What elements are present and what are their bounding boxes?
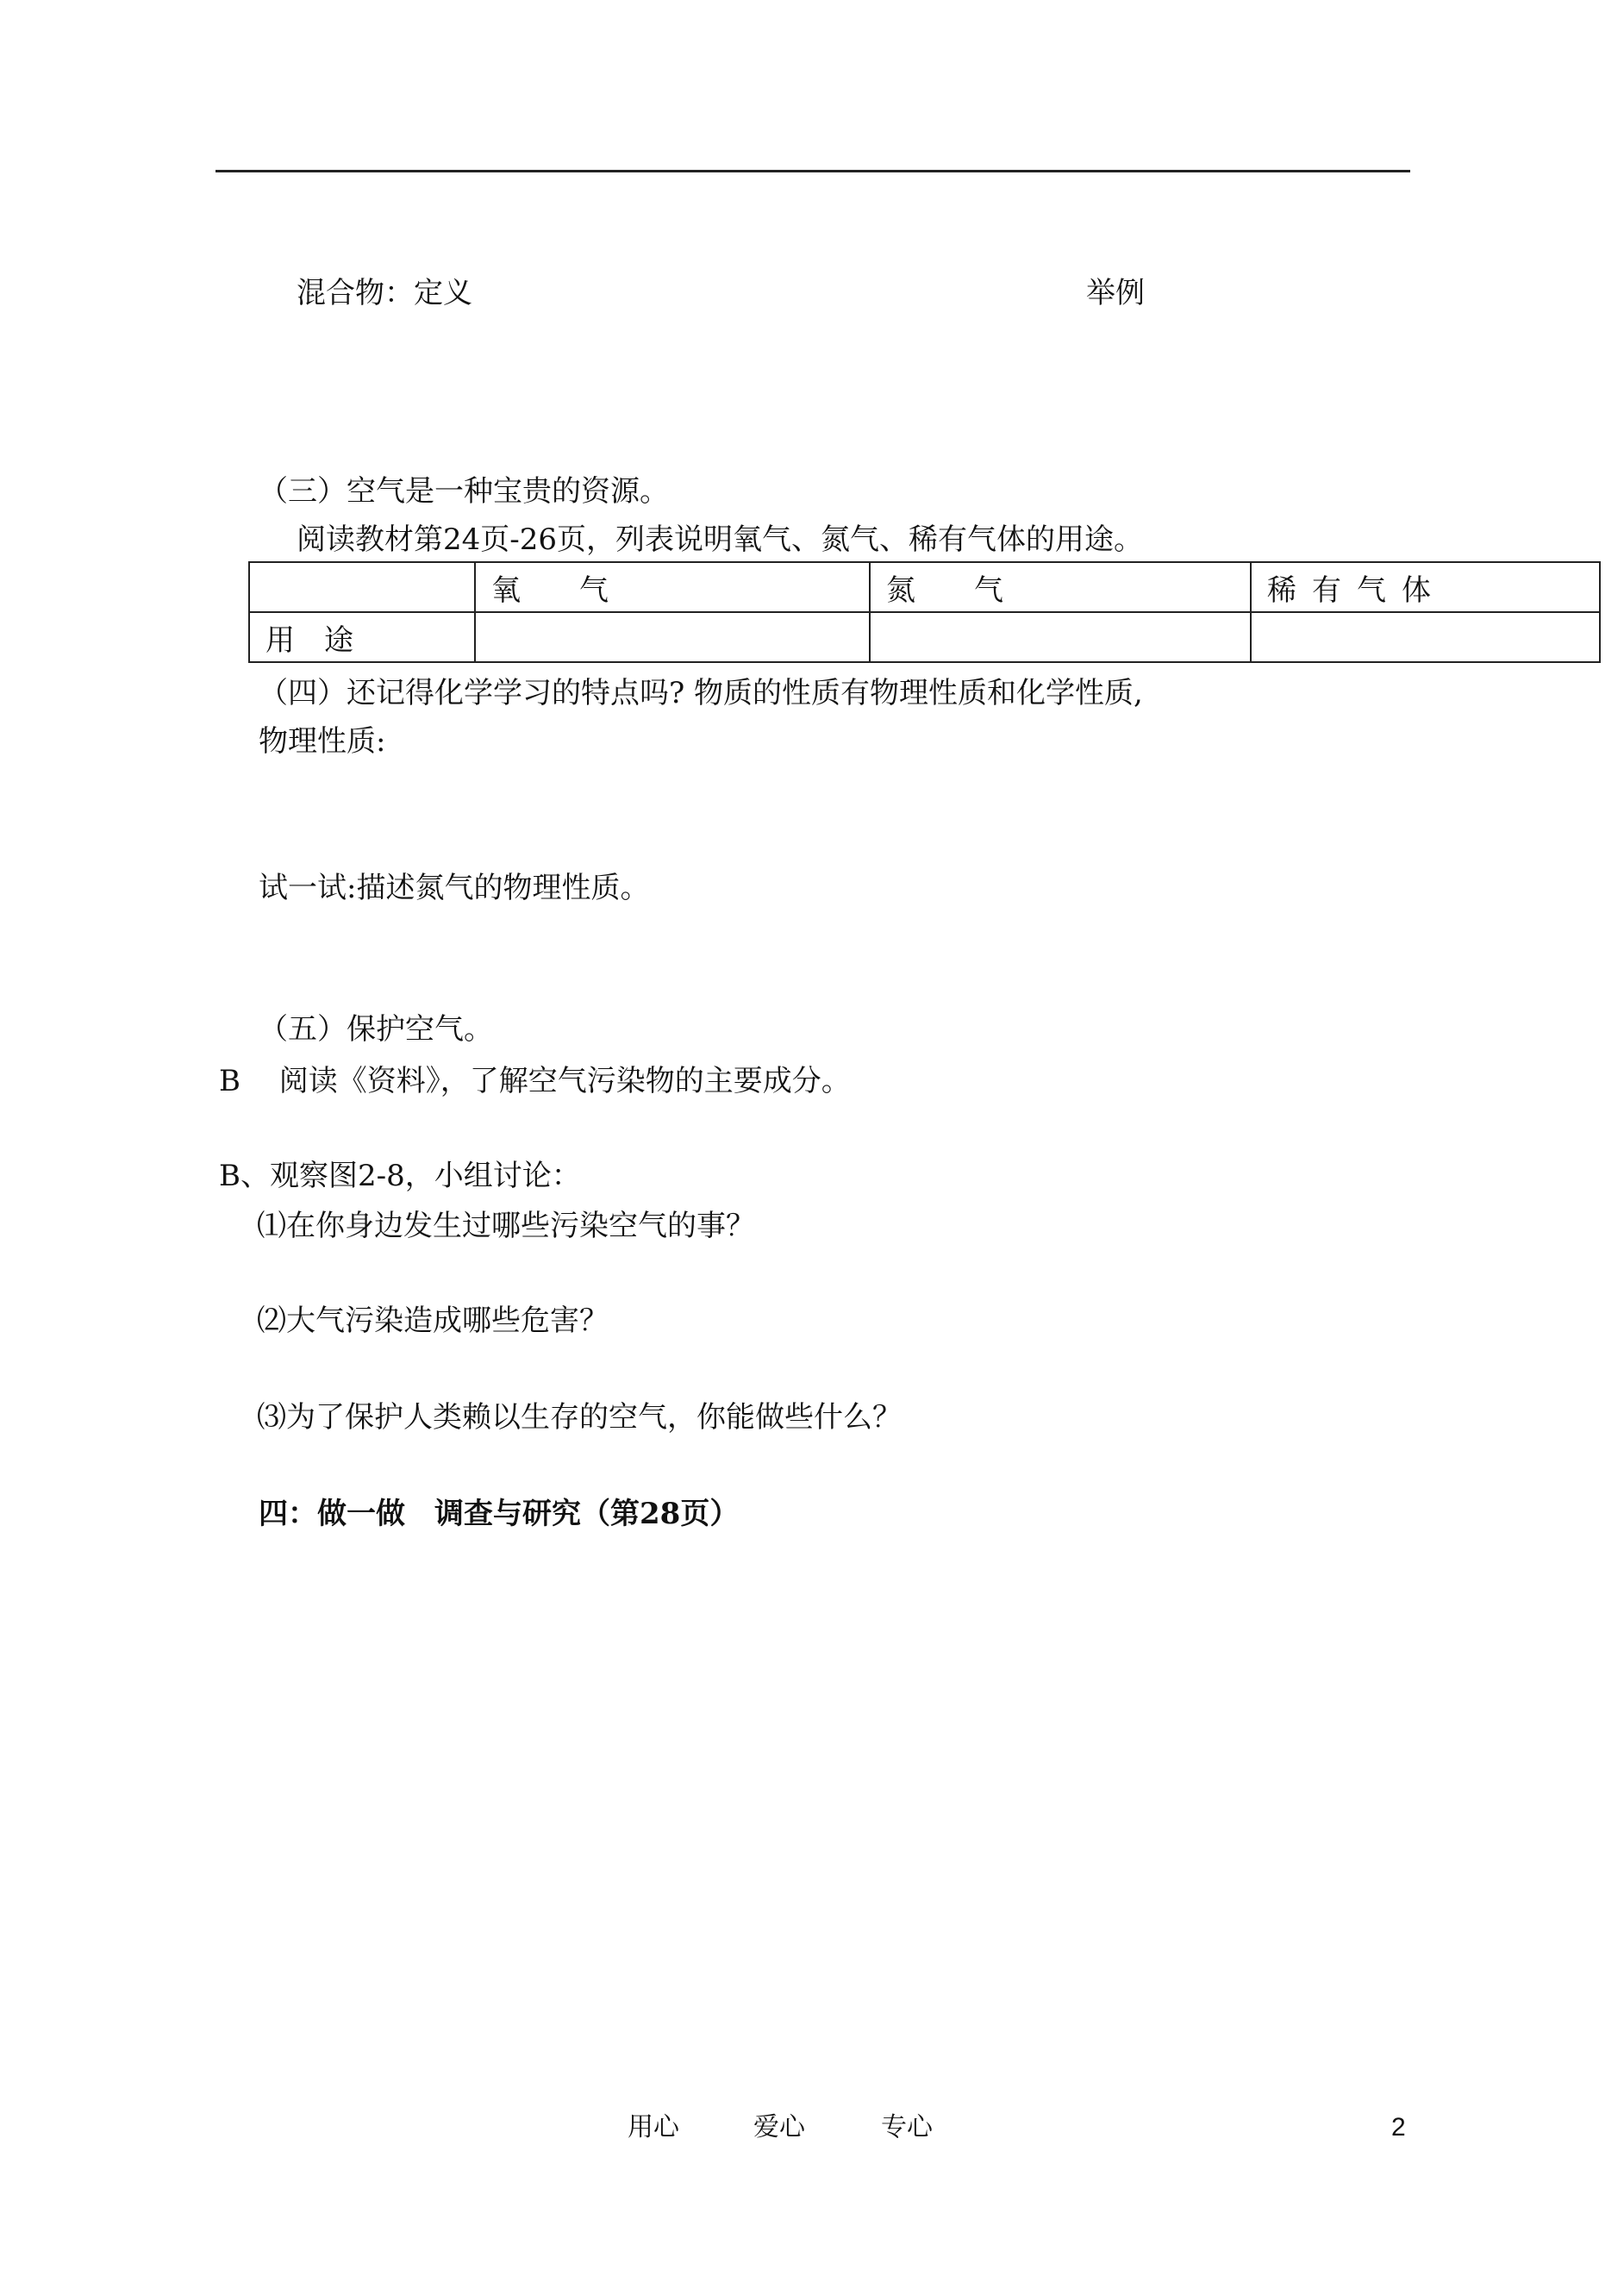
footer-motto-2: 爱心	[753, 2113, 805, 2142]
section5-heading: （五）保护空气。	[259, 1012, 493, 1047]
table-header-row	[249, 562, 1600, 612]
table-cell-noble-gas-uses	[1251, 612, 1600, 662]
table-header-cell-nitrogen: 氮 气	[870, 562, 1251, 612]
part4-heading: 四：做一做 调查与研究（第28页）	[259, 1497, 740, 1531]
section5-question-2: ⑵大气污染造成哪些危害？	[257, 1304, 609, 1338]
section5-item-b1: B 阅读《资料》，了解空气污染物的主要成分。	[219, 1064, 851, 1098]
table-row-label-uses: 用 途	[249, 612, 475, 662]
footer-motto-3: 专心	[881, 2113, 933, 2142]
section4-try-label: 试一试:描述氮气的物理性质。	[259, 871, 650, 905]
mixture-definition-label: 混合物：定义	[297, 276, 472, 310]
section4-heading: （四）还记得化学学习的特点吗? 物质的性质有物理性质和化学性质,	[259, 676, 1143, 710]
footer-motto-1: 用心	[628, 2113, 679, 2142]
gas-uses-table	[248, 561, 1601, 663]
section5-item-b2: B、观察图2-8，小组讨论：	[219, 1159, 581, 1193]
page-number: 2	[1391, 2113, 1406, 2142]
table-cell-nitrogen-uses	[870, 612, 1251, 662]
section3-heading: （三）空气是一种宝贵的资源。	[259, 474, 669, 509]
section5-question-3: ⑶为了保护人类赖以生存的空气，你能做些什么？	[257, 1400, 902, 1435]
table-row	[249, 612, 1600, 662]
header-rule	[215, 170, 1410, 172]
table-header-cell-blank	[249, 562, 475, 612]
table-header-cell-noble-gas: 稀有气体	[1251, 562, 1600, 612]
table-cell-oxygen-uses	[475, 612, 870, 662]
section4-physical-label: 物理性质:	[259, 724, 386, 759]
section3-instruction: 阅读教材第24页-26页，列表说明氧气、氮气、稀有气体的用途。	[297, 522, 1144, 557]
section5-question-1: ⑴在你身边发生过哪些污染空气的事？	[257, 1209, 755, 1243]
table-header-cell-oxygen: 氧 气	[475, 562, 870, 612]
mixture-example-label: 举例	[1086, 276, 1145, 310]
